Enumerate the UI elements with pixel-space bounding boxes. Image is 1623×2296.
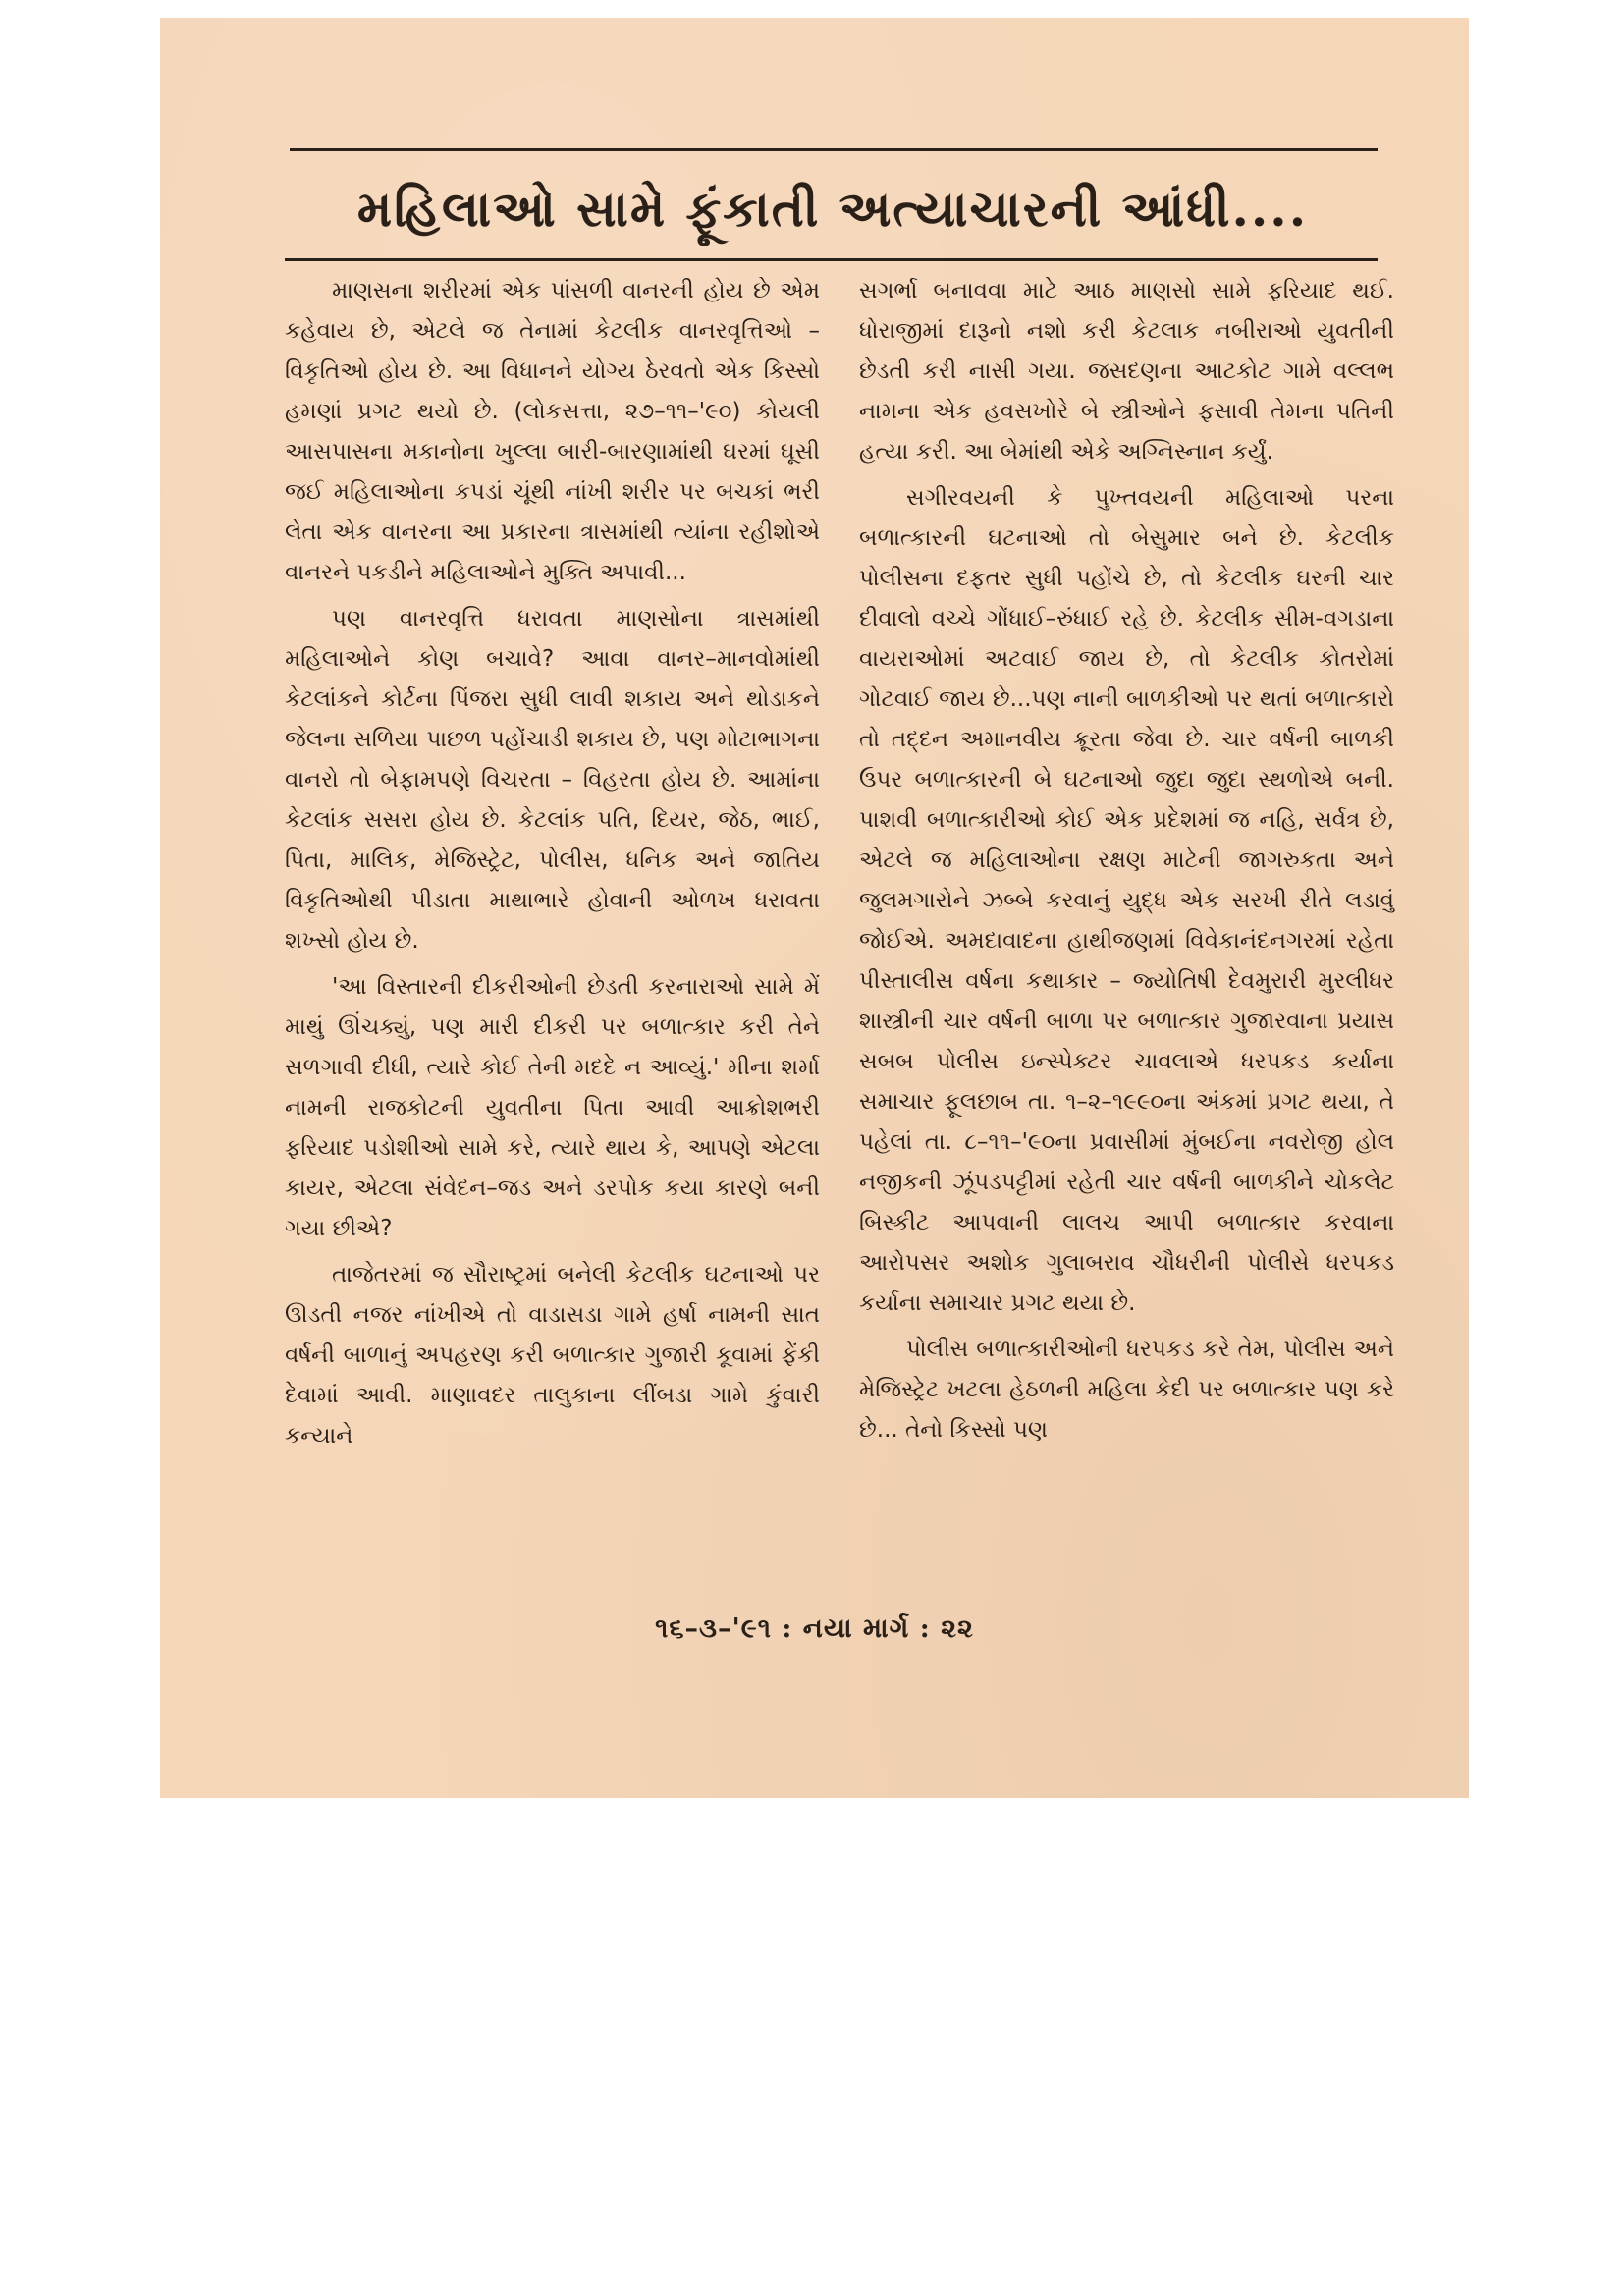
paragraph: તાજેતરમાં જ સૌરાષ્ટ્રમાં બનેલી કેટલીક ઘટનાઓ પર ઊડતી નજર નાંખીએ તો વાડાસડા ગામે હર્ષા નામની સાત વર્ષની બાળાનું અપહરણ કરી બળાત્કાર ગુજારી કૂવામાં ફેંકી દેવામાં આવી. માણાવદર તાલુકાના લીંબડા ગામે કુંવારી કન્યાને [285,1262,820,1449]
right-text-column [859,271,1394,1456]
left-text-column [285,271,820,1462]
paragraph: માણસના શરીરમાં એક પાંસળી વાનરની હોય છે એમ કહેવાય છે, એટલે જ તેનામાં કેટલીક વાનરવૃત્તિઓ – વિકૃતિઓ હોય છે. આ વિધાનને યોગ્ય ઠેરવતો એક કિસ્સો હમણાં પ્રગટ થયો છે. (લોકસત્તા, ૨૭–૧૧–'૯૦) કોયલી આસપાસના મકાનોના ખુલ્લા બારી-બારણામાંથી ઘરમાં ઘૂસી જઈ મહિલાઓના કપડાં ચૂંથી નાંખી શરીર પર બચકાં ભરી લેતા એક વાનરના આ પ્રકારના ત્રાસમાંથી ત્યાંના રહીશોએ વાનરને પકડીને મહિલાઓને મુક્તિ અપાવી... [285,278,820,585]
article-headline: મહિલાઓ સામે ફૂંકાતી અત્યાચારની આંધી.... [356,180,1309,238]
paragraph: સગીરવયની કે પુખ્તવયની મહિલાઓ પરના બળાત્કારની ઘટનાઓ તો બેસુમાર બને છે. કેટલીક પોલીસના દફતર સુધી પહોંચે છે, તો કેટલીક ઘરની ચાર દીવાલો વચ્ચે ગોંધાઈ–રુંધાઈ રહે છે. કેટલીક સીમ-વગડાના વાયરાઓમાં અટવાઈ જાય છે, તો કેટલીક કોતરોમાં ગોટવાઈ જાય છે...પણ નાની બાળકીઓ પર થતાં બળાત્કારો તો તદ્દન અમાનવીય ક્રૂરતા જેવા છે. ચાર વર્ષની બાળકી ઉપર બળાત્કારની બે ઘટનાઓ જુદા જુદા સ્થળોએ બની. પાશવી બળાત્કારીઓ કોઈ એક પ્રદેશમાં જ નહિ, સર્વત્ર છે, એટલે જ મહિલાઓના રક્ષણ માટેની જાગરુકતા અને જુલમગારોને ઝબ્બે કરવાનું યુદ્ધ એક સરખી રીતે લડાવું જોઈએ. અમદાવાદના હાથીજણમાં વિવેકાનંદનગરમાં રહેતા પીસ્તાલીસ વર્ષના કથાકાર – જ્યોતિષી દેવમુરારી મુરલીધર શાસ્ત્રીની ચાર વર્ષની બાળા પર બળાત્કાર ગુજારવાના પ્રયાસ સબબ પોલીસ ઇન્સ્પેક્ટર ચાવલાએ ધરપકડ કર્યાના સમાચાર ફૂલછાબ તા. ૧–૨–૧૯૯૦ના અંકમાં પ્રગટ થયા, તે પહેલાં તા. ૮–૧૧–'૯૦ના પ્રવાસીમાં મુંબઈના નવરોજી હોલ નજીકની ઝૂંપડપટ્ટીમાં રહેતી ચાર વર્ષની બાળકીને ચોકલેટ બિસ્કીટ આપવાની લાલચ આપી બળાત્કાર કરવાના આરોપસર અશોક ગુલાબરાવ ચૌધરીની પોલીસે ધરપકડ કર્યાના સમાચાર પ્રગટ થયા છે. [859,485,1394,1316]
paragraph: પણ વાનરવૃત્તિ ધરાવતા માણસોના ત્રાસમાંથી મહિલાઓને કોણ બચાવે? આવા વાનર–માનવોમાંથી કેટલાંકને કોર્ટના પિંજરા સુધી લાવી શકાય અને થોડાકને જેલના સળિયા પાછળ પહોંચાડી શકાય છે, પણ મોટાભાગના વાનરો તો બેફામપણે વિચરતા – વિહરતા હોય છે. આમાંના કેટલાંક સસરા હોય છે. કેટલાંક પતિ, દિયર, જેઠ, ભાઈ, પિતા, માલિક, મેજિસ્ટ્રેટ, પોલીસ, ધનિક અને જાતિય વિકૃતિઓથી પીડાતા માથાભારે હોવાની ઓળખ ધરાવતા શખ્સો હોય છે. [285,606,820,954]
scanned-magazine-page [160,18,1469,1798]
page-footer: ૧૬–૩–'૯૧ : નયા માર્ગ : ૨૨ [655,1613,974,1644]
paragraph: 'આ વિસ્તારની દીકરીઓની છેડતી કરનારાઓ સામે મેં માથું ઊંચક્યું, પણ મારી દીકરી પર બળાત્કાર કરી તેને સળગાવી દીધી, ત્યારે કોઈ તેની મદદે ન આવ્યું.' મીના શર્મા નામની રાજકોટની યુવતીના પિતા આવી આક્રોશભરી ફરિયાદ પડોશીઓ સામે કરે, ત્યારે થાય કે, આપણે એટલા કાયર, એટલા સંવેદન–જડ અને ડરપોક કયા કારણે બની ગયા છીએ? [285,974,820,1241]
headline-bottom-rule [285,258,1378,261]
paragraph: સગર્ભા બનાવવા માટે આઠ માણસો સામે ફરિયાદ થઈ. ધોરાજીમાં દારૂનો નશો કરી કેટલાક નબીરાઓ યુવતીની છેડતી કરી નાસી ગયા. જસદણના આટકોટ ગામે વલ્લભ નામના એક હવસખોરે બે સ્ત્રીઓને ફસાવી તેમના પતિની હત્યા કરી. આ બેમાંથી એકે અગ્નિસ્નાન કર્યું. [859,278,1394,465]
headline-top-rule [290,148,1378,151]
paragraph: પોલીસ બળાત્કારીઓની ધરપકડ કરે તેમ, પોલીસ અને મેજિસ્ટ્રેટ ખટલા હેઠળની મહિલા કેદી પર બળાત્કાર પણ કરે છે... તેનો કિસ્સો પણ [859,1337,1394,1443]
